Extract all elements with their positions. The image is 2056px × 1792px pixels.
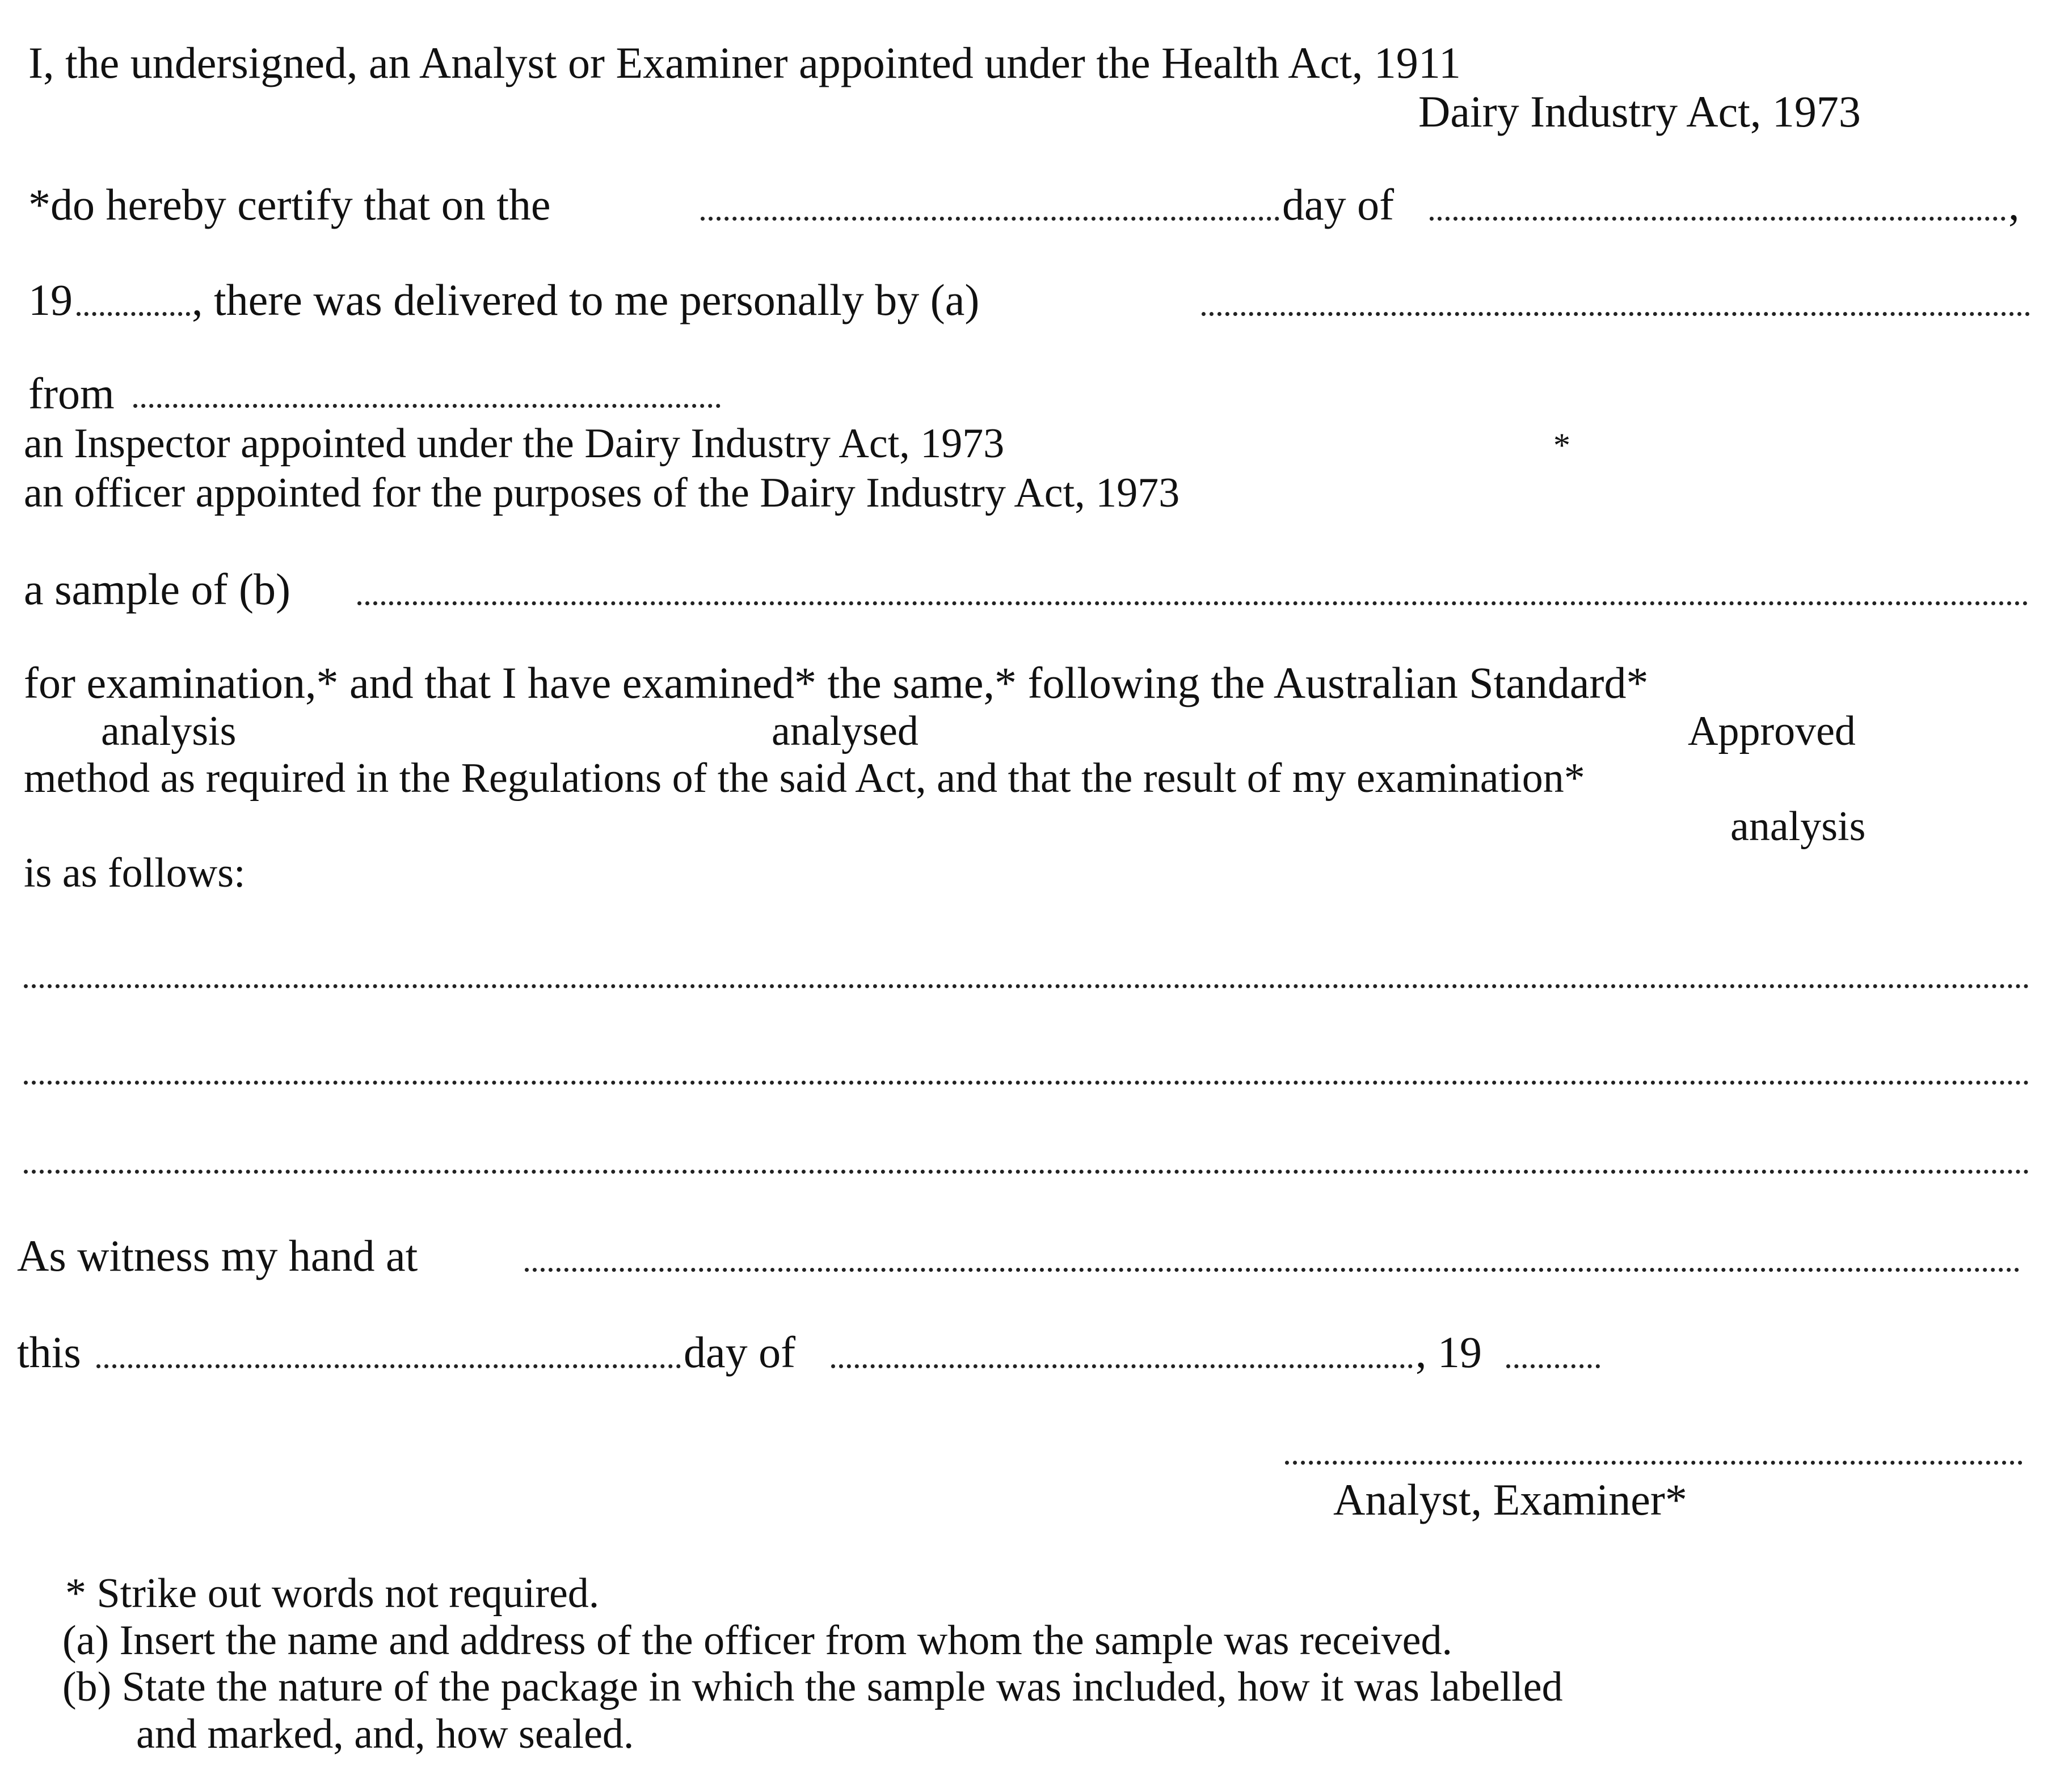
month-field[interactable]	[1430, 217, 2006, 221]
footnote-b-line-2: and marked, and, how sealed.	[136, 1711, 634, 1757]
sample-label: a sample of (b)	[24, 564, 290, 614]
delivery-text: , there was delivered to me personally by (a)	[192, 275, 980, 324]
from-option-officer: an officer appointed for the purposes of the Dairy Industry Act, 1973	[24, 470, 1180, 516]
delivery-year-prefix: 19	[28, 275, 73, 324]
alt-analysis: analysis	[101, 708, 237, 754]
exam-line-2: method as required in the Regulations of the said Act, and that the result of my examination*	[24, 755, 1585, 802]
exam-line-3: is as follows:	[24, 850, 246, 896]
witness-place-field[interactable]	[525, 1268, 2020, 1272]
witness-year: , 19	[1415, 1327, 1482, 1377]
result-line-1[interactable]	[24, 984, 2029, 988]
header-line-2: Dairy Industry Act, 1973	[1418, 87, 1861, 136]
sample-field[interactable]	[357, 601, 2028, 605]
footnote-star: * Strike out words not required.	[65, 1570, 600, 1617]
footnote-b-line-1: (b) State the nature of the package in which the sample was included, how it was labelled	[62, 1664, 1563, 1710]
certify-comma: ,	[2008, 180, 2020, 229]
witness-month-field[interactable]	[831, 1364, 1413, 1368]
signature-field[interactable]	[1285, 1461, 2023, 1465]
from-asterisk: *	[1553, 427, 1570, 464]
alt-analysis-2: analysis	[1730, 803, 1866, 850]
day-field[interactable]	[701, 217, 1279, 221]
result-line-3[interactable]	[24, 1170, 2029, 1174]
witness-day-field[interactable]	[96, 1364, 681, 1368]
witness-label: As witness my hand at	[17, 1231, 418, 1280]
certify-prefix: *do hereby certify that on the	[28, 180, 551, 229]
from-option-inspector: an Inspector appointed under the Dairy Industry Act, 1973	[24, 420, 1005, 467]
certify-day-of: day of	[1282, 180, 1394, 229]
delivered-by-field[interactable]	[1202, 312, 2030, 316]
year-field[interactable]	[77, 312, 190, 316]
witness-day-of: day of	[684, 1327, 796, 1377]
footnote-a: (a) Insert the name and address of the officer from whom the sample was received.	[62, 1617, 1452, 1664]
witness-year-field[interactable]	[1506, 1364, 1600, 1368]
signature-caption: Analyst, Examiner*	[1333, 1475, 1687, 1524]
witness-this: this	[17, 1327, 81, 1377]
result-line-2[interactable]	[24, 1081, 2029, 1085]
alt-analysed: analysed	[772, 708, 919, 754]
exam-line-1: for examination,* and that I have examined* the same,* following the Australian Standard*	[24, 658, 1649, 707]
from-field[interactable]	[133, 404, 721, 408]
from-label: from	[28, 369, 115, 418]
alt-approved: Approved	[1688, 708, 1856, 754]
header-line-1: I, the undersigned, an Analyst or Examiner appointed under the Health Act, 1911	[28, 38, 1461, 87]
